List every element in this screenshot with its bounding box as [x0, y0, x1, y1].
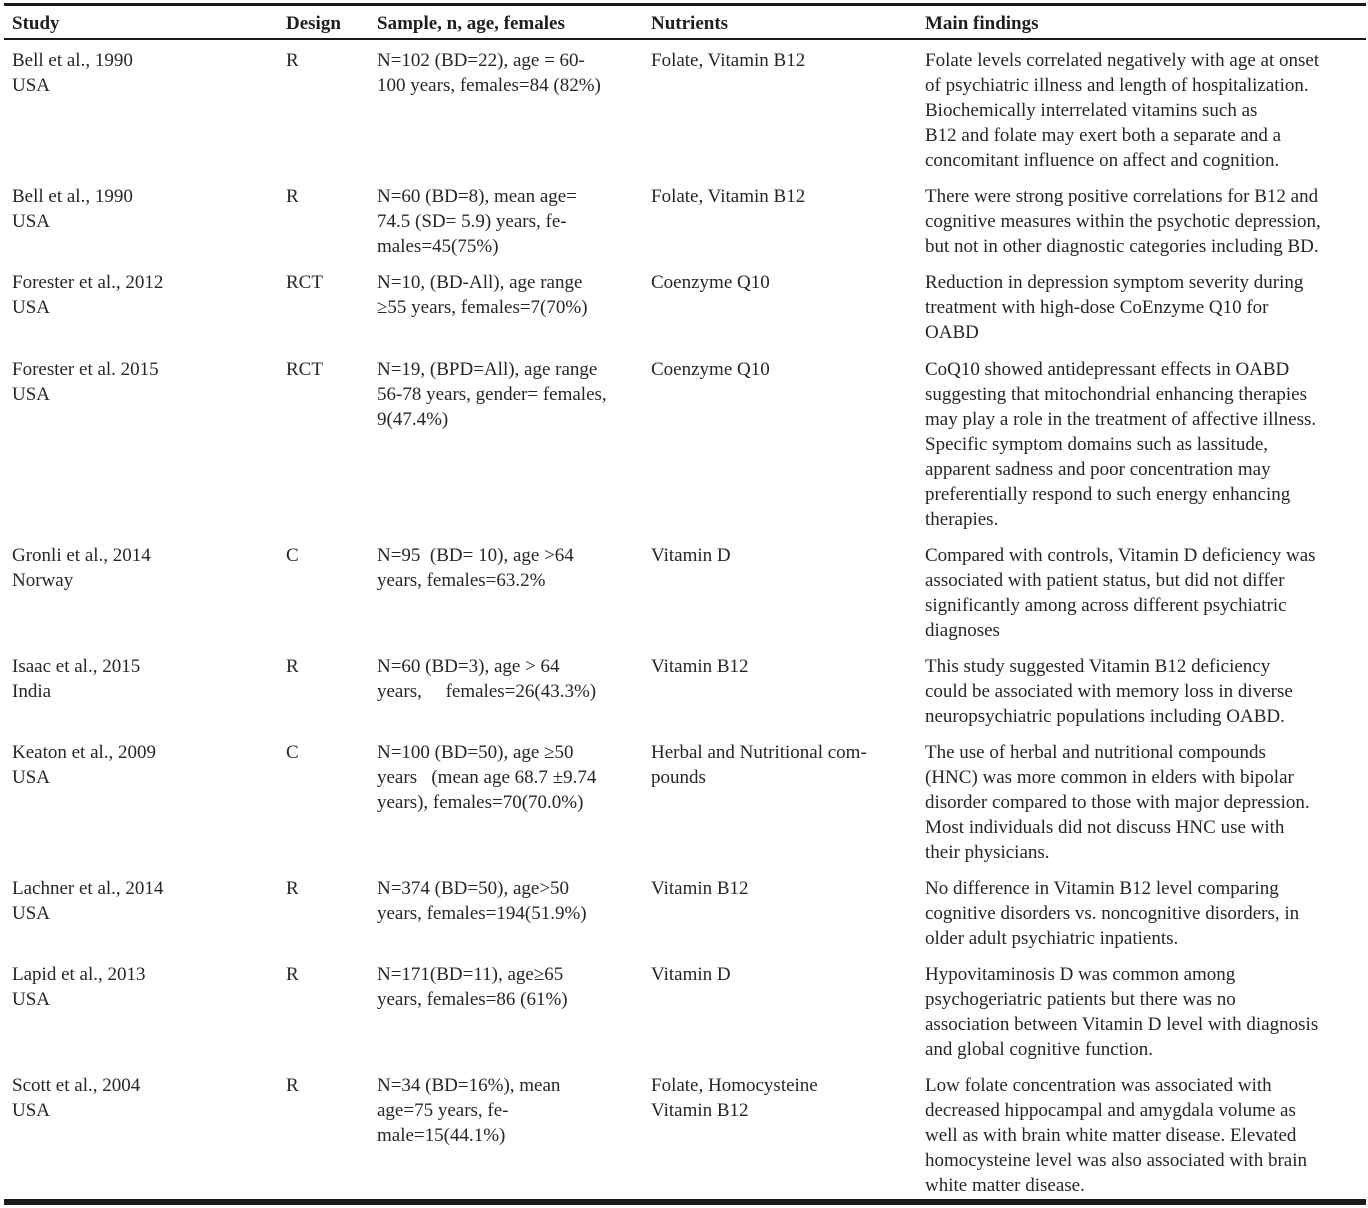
- header-study: Study: [12, 13, 60, 34]
- nutrients-cell: Folate, Homocysteine Vitamin B12: [651, 1075, 818, 1121]
- nutrients-cell: Vitamin B12: [651, 656, 749, 677]
- study-cell: Lachner et al., 2014 USA: [12, 878, 164, 924]
- nutrients-cell: Coenzyme Q10: [651, 359, 770, 380]
- sample-cell: N=10, (BD-All), age range ≥55 years, females=7(70%): [377, 272, 588, 318]
- nutrients-cell: Herbal and Nutritional com- pounds: [651, 742, 867, 788]
- nutrients-cell: Vitamin B12: [651, 878, 749, 899]
- nutrients-cell: Folate, Vitamin B12: [651, 186, 806, 207]
- study-cell: Forester et al., 2012 USA: [12, 272, 164, 318]
- design-cell: C: [286, 742, 299, 763]
- sample-cell: N=171(BD=11), age≥65 years, females=86 (61%): [377, 964, 568, 1010]
- sample-cell: N=102 (BD=22), age = 60- 100 years, females=84 (82%): [377, 50, 601, 96]
- design-cell: R: [286, 964, 299, 985]
- design-cell: C: [286, 545, 299, 566]
- findings-cell: There were strong positive correlations for B12 and cognitive measures within the psychotic depression, but not in other diagnostic categories including BD.: [925, 186, 1321, 257]
- design-cell: R: [286, 656, 299, 677]
- sample-cell: N=374 (BD=50), age>50 years, females=194(51.9%): [377, 878, 587, 924]
- study-cell: Bell et al., 1990 USA: [12, 186, 133, 232]
- findings-cell: Low folate concentration was associated with decreased hippocampal and amygdala volume as well as with brain white matter disease. Elevated homocysteine level was also associated with brain white matter disease.: [925, 1075, 1308, 1196]
- study-cell: Keaton et al., 2009 USA: [12, 742, 157, 788]
- sample-cell: N=19, (BPD=All), age range 56-78 years, gender= females, 9(47.4%): [377, 359, 607, 430]
- header-main-findings: Main findings: [925, 13, 1039, 34]
- nutrients-cell: Vitamin D: [651, 964, 731, 985]
- design-cell: R: [286, 50, 299, 71]
- nutrients-cell: Vitamin D: [651, 545, 731, 566]
- design-cell: R: [286, 878, 299, 899]
- header-nutrients: Nutrients: [651, 13, 729, 34]
- table-bottom-rule: [4, 1199, 1366, 1205]
- findings-cell: The use of herbal and nutritional compounds (HNC) was more common in elders with bipolar disorder compared to those with major depression. Most individuals did not discuss HNC use with their physicians.: [925, 742, 1310, 863]
- study-cell: Scott et al., 2004 USA: [12, 1075, 141, 1121]
- nutrients-cell: Folate, Vitamin B12: [651, 50, 806, 71]
- sample-cell: N=60 (BD=3), age > 64 years, females=26(43.3%): [377, 656, 597, 702]
- findings-cell: This study suggested Vitamin B12 deficiency could be associated with memory loss in diverse neuropsychiatric populations including OABD.: [925, 656, 1293, 727]
- study-cell: Bell et al., 1990 USA: [12, 50, 133, 96]
- study-cell: Isaac et al., 2015 India: [12, 656, 141, 702]
- design-cell: RCT: [286, 272, 323, 293]
- header-sample: Sample, n, age, females: [377, 13, 565, 34]
- findings-cell: Folate levels correlated negatively with age at onset of psychiatric illness and length of hospitalization. Biochemically interrelated vitamins such as B12 and folate may exert both a separate and a concomitant influence on affect and cognition.: [925, 50, 1320, 171]
- design-cell: R: [286, 1075, 299, 1096]
- nutrients-cell: Coenzyme Q10: [651, 272, 770, 293]
- study-cell: Forester et al. 2015 USA: [12, 359, 159, 405]
- findings-cell: Hypovitaminosis D was common among psychogeriatric patients but there was no association between Vitamin D level with diagnosis and global cognitive function.: [925, 964, 1319, 1060]
- study-cell: Gronli et al., 2014 Norway: [12, 545, 151, 591]
- findings-cell: Compared with controls, Vitamin D deficiency was associated with patient status, but did not differ significantly among across different psychiatric diagnoses: [925, 545, 1316, 641]
- table-header-rule: [4, 38, 1366, 40]
- sample-cell: N=95 (BD= 10), age >64 years, females=63.2%: [377, 545, 574, 591]
- design-cell: RCT: [286, 359, 323, 380]
- findings-cell: Reduction in depression symptom severity during treatment with high-dose CoEnzyme Q10 for OABD: [925, 272, 1304, 343]
- findings-cell: No difference in Vitamin B12 level comparing cognitive disorders vs. noncognitive disorders, in older adult psychiatric inpatients.: [925, 878, 1300, 949]
- header-design: Design: [286, 13, 341, 34]
- sample-cell: N=34 (BD=16%), mean age=75 years, fe- male=15(44.1%): [377, 1075, 561, 1146]
- sample-cell: N=100 (BD=50), age ≥50 years (mean age 68.7 ±9.74 years), females=70(70.0%): [377, 742, 597, 813]
- study-cell: Lapid et al., 2013 USA: [12, 964, 146, 1010]
- table-top-rule: [4, 3, 1366, 6]
- design-cell: R: [286, 186, 299, 207]
- sample-cell: N=60 (BD=8), mean age= 74.5 (SD= 5.9) years, fe- males=45(75%): [377, 186, 577, 257]
- findings-cell: CoQ10 showed antidepressant effects in OABD suggesting that mitochondrial enhancing therapies may play a role in the treatment of affective illness. Specific symptom domains such as lassitude, apparent sadness and poor concentration may preferentially respond to such energy enhancing therapies.: [925, 359, 1317, 530]
